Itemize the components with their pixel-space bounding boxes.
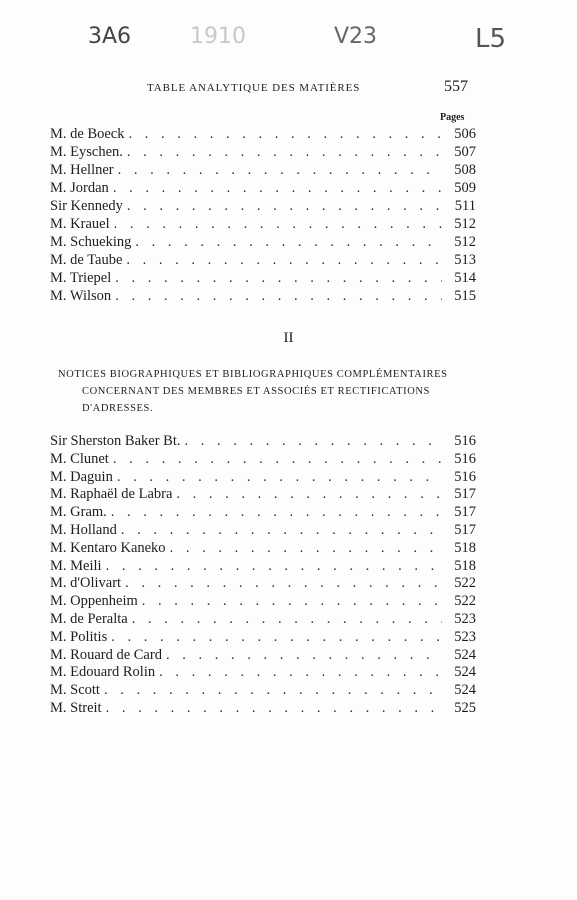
dot-leader (176, 486, 442, 504)
dot-leader (127, 143, 442, 161)
dot-leader (135, 233, 442, 251)
toc-entry (50, 233, 476, 251)
entry-page: 522 (454, 593, 476, 610)
entry-title: M. Hellner (50, 162, 114, 178)
entry-page: 517 (454, 486, 476, 503)
toc-entry (50, 504, 476, 522)
toc-entry (50, 161, 476, 179)
entry-page: 509 (454, 180, 476, 196)
entry-page: 518 (454, 557, 476, 574)
entry-title: Sir Sherston Baker Bt. (50, 433, 181, 449)
entry-page: 512 (454, 216, 476, 232)
entry-page: 511 (454, 198, 476, 214)
toc-entry (50, 469, 476, 487)
entry-page: 517 (454, 504, 476, 521)
entry-title: M. Jordan (50, 180, 109, 196)
dot-leader (106, 700, 442, 718)
dot-leader (117, 469, 442, 487)
toc-entry (50, 558, 476, 576)
entry-title: Sir Kennedy (50, 198, 123, 214)
entry-page: 508 (454, 162, 476, 178)
toc-entry (50, 682, 476, 700)
section-heading-line: CONCERNANT DES MEMBRES ET ASSOCIÉS ET RECTIFICATIONS (82, 386, 430, 397)
entry-page: 523 (454, 610, 476, 627)
entry-page: 518 (454, 539, 476, 556)
handwritten-mark: 1910 (190, 24, 246, 49)
dot-leader (115, 287, 442, 305)
dot-leader (170, 540, 442, 558)
toc-entry (50, 486, 476, 504)
entry-title: M. de Taube (50, 252, 123, 268)
toc-entry (50, 575, 476, 593)
toc-entry (50, 593, 476, 611)
dot-leader (113, 179, 442, 197)
toc-entry (50, 179, 476, 197)
entry-page: 522 (454, 575, 476, 592)
dot-leader (115, 269, 442, 287)
entry-page: 507 (454, 144, 476, 160)
toc-entry (50, 143, 476, 161)
entry-title: M. de Boeck (50, 126, 125, 142)
entry-page: 513 (454, 252, 476, 268)
toc-entry (50, 269, 476, 287)
toc-entry (50, 664, 476, 682)
entry-title: M. Holland (50, 521, 117, 538)
entry-page: 506 (454, 126, 476, 142)
dot-leader (104, 682, 442, 700)
dot-leader (106, 558, 442, 576)
entry-title: M. Politis (50, 628, 108, 645)
entry-title: M. Scott (50, 682, 100, 699)
dot-leader (126, 251, 442, 269)
dot-leader (111, 504, 442, 522)
running-head (0, 78, 577, 102)
entry-title: M. Rouard de Card (50, 646, 162, 663)
dot-leader (111, 629, 442, 647)
toc-entry (50, 287, 476, 305)
handwritten-mark: L5 (475, 24, 507, 54)
entry-page: 515 (454, 288, 476, 304)
entry-title: M. Eyschen. (50, 144, 123, 160)
entry-title: M. Edouard Rolin (50, 664, 156, 681)
toc-entry (50, 611, 476, 629)
entry-page: 524 (454, 646, 476, 663)
entry-title: M. Kentaro Kaneko (50, 539, 166, 556)
toc-entry (50, 629, 476, 647)
entry-title: M. Raphaël de Labra (50, 486, 173, 503)
toc-entry (50, 251, 476, 269)
toc-list-section-2 (50, 433, 476, 718)
toc-entry (50, 125, 476, 143)
entry-title: M. Daguin (50, 468, 113, 485)
entry-page: 512 (454, 234, 476, 250)
dot-leader (142, 593, 442, 611)
pages-column-label: Pages (440, 112, 465, 123)
dot-leader (125, 575, 442, 593)
section-numeral: II (283, 330, 294, 346)
dot-leader (185, 433, 443, 451)
entry-title: M. Streit (50, 699, 102, 716)
dot-leader (129, 125, 443, 143)
dot-leader (114, 215, 442, 233)
dot-leader (113, 451, 442, 469)
toc-entry (50, 197, 476, 215)
toc-entry (50, 433, 476, 451)
toc-entry (50, 522, 476, 540)
dot-leader (118, 161, 442, 179)
dot-leader (166, 647, 442, 665)
running-title: TABLE ANALYTIQUE DES MATIÈRES (147, 82, 361, 94)
entry-page: 524 (454, 664, 476, 681)
entry-title: M. Krauel (50, 216, 110, 232)
entry-page: 516 (454, 468, 476, 485)
entry-page: 516 (454, 450, 476, 467)
entry-page: 524 (454, 682, 476, 699)
section-heading-line: D'ADRESSES. (82, 403, 154, 414)
entry-page: 523 (454, 628, 476, 645)
dot-leader (121, 522, 442, 540)
entry-title: M. Oppenheim (50, 593, 138, 610)
entry-title: M. Clunet (50, 450, 109, 467)
entry-page: 517 (454, 521, 476, 538)
entry-title: M. Triepel (50, 270, 112, 286)
handwritten-mark: V23 (334, 24, 378, 49)
toc-entry (50, 700, 476, 718)
entry-page: 516 (454, 433, 476, 449)
entry-title: M. Schueking (50, 234, 132, 250)
entry-title: M. d'Olivart (50, 575, 122, 592)
page-number: 557 (444, 78, 468, 95)
toc-entry (50, 215, 476, 233)
section-heading-line: NOTICES BIOGRAPHIQUES ET BIBLIOGRAPHIQUES COMPLÉMENTAIRES (58, 369, 448, 380)
entry-page: 514 (454, 270, 476, 286)
entry-title: M. Gram. (50, 504, 107, 521)
toc-entry (50, 451, 476, 469)
dot-leader (127, 197, 442, 215)
entry-page: 525 (454, 699, 476, 716)
dot-leader (132, 611, 442, 629)
toc-list-section-1 (50, 125, 476, 305)
handwritten-mark: 3A6 (88, 24, 132, 49)
entry-title: M. Wilson (50, 288, 112, 304)
section-heading (58, 366, 478, 417)
entry-title: M. de Peralta (50, 610, 128, 627)
toc-entry (50, 540, 476, 558)
entry-title: M. Meili (50, 557, 102, 574)
toc-entry (50, 647, 476, 665)
dot-leader (159, 664, 442, 682)
